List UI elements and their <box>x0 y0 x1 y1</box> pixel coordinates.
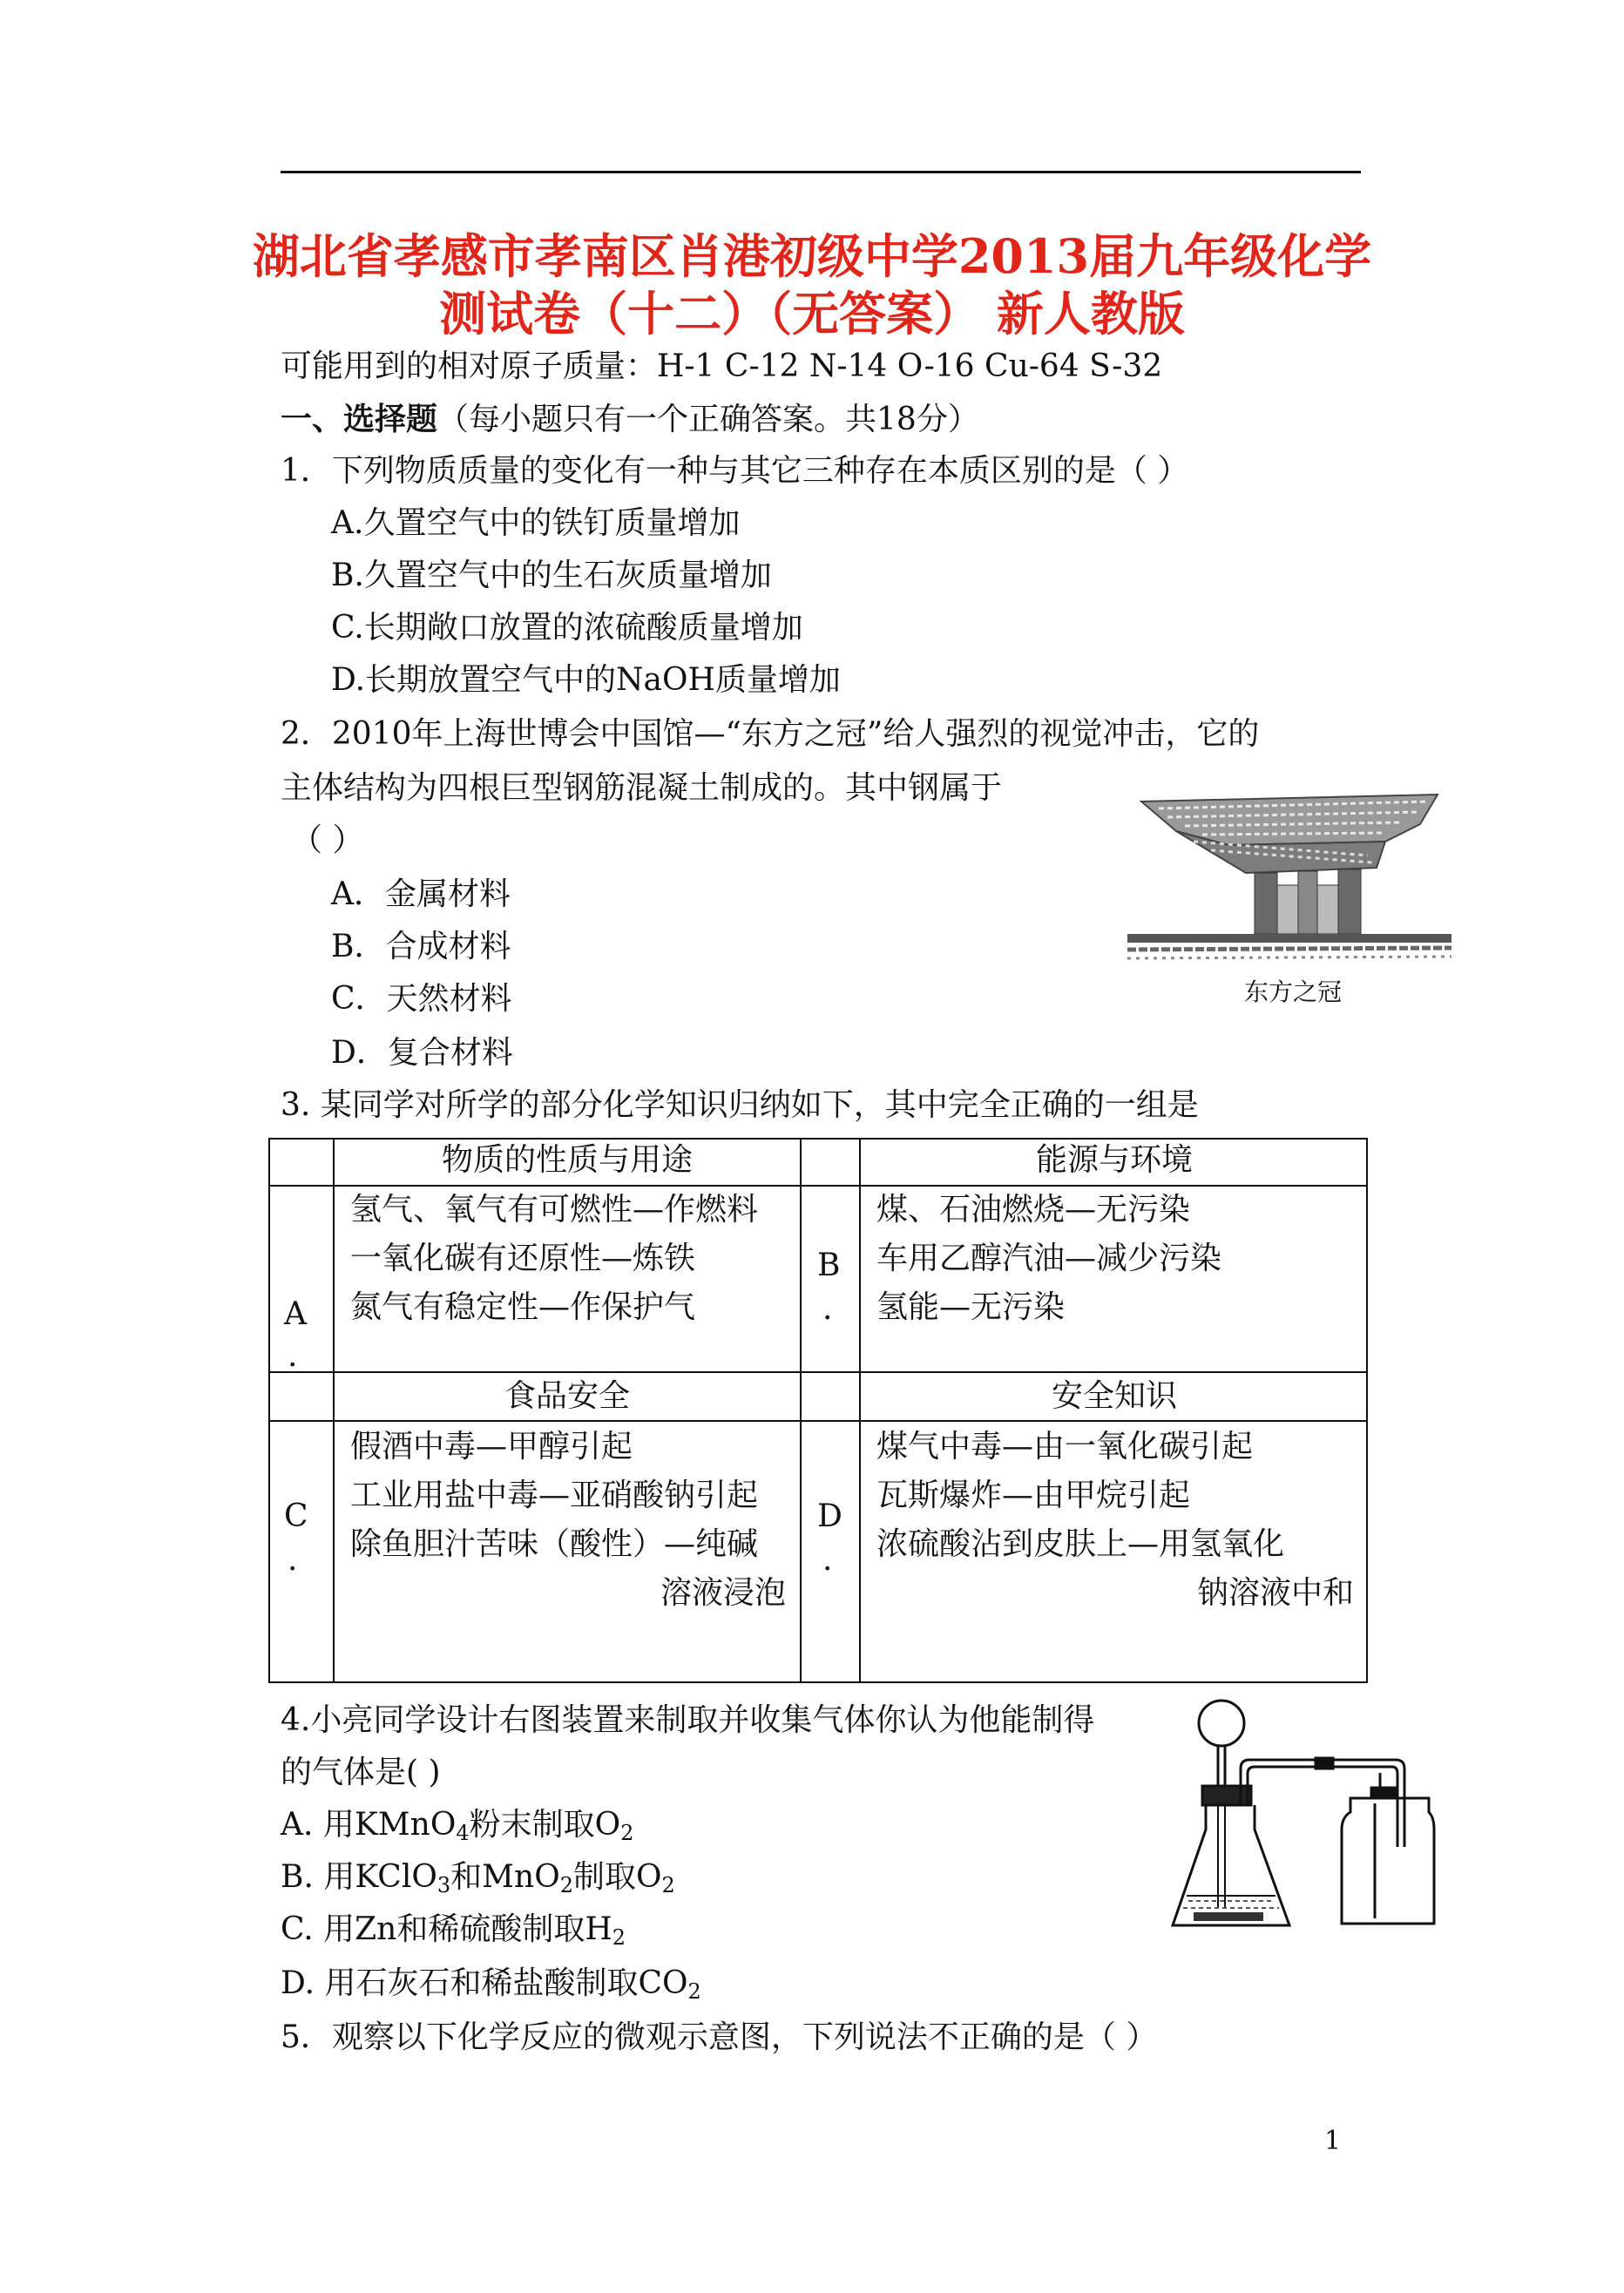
q5-stem: 5．观察以下化学反应的微观示意图，下列说法不正确的是（ ） <box>281 2019 1158 2055</box>
atomic-masses: 可能用到的相对原子质量：H-1 C-12 N-14 O-16 Cu-64 S-32 <box>281 348 1163 384</box>
a-line-2: 一氧化碳有还原性—炼铁 <box>350 1241 696 1276</box>
q4-c-sub: 2 <box>612 1925 626 1950</box>
gas-apparatus-figure <box>1167 1690 1446 1943</box>
q2-stem-line2: 主体结构为四根巨型钢筋混凝土制成的。其中钢属于 <box>281 770 1003 806</box>
label-b-dot: . <box>822 1291 833 1327</box>
q4-a-product: O <box>594 1807 621 1843</box>
section-note: （每小题只有一个正确答案。共18分） <box>437 402 979 437</box>
q1-option-d: D.长期放置空气中的NaOH质量增加 <box>331 662 841 698</box>
q4-option-b <box>281 1857 675 1897</box>
q2-stem-line1: 2．2010年上海世博会中国馆—“东方之冠”给人强烈的视觉冲击，它的 <box>281 716 1260 752</box>
d-line-2: 瓦斯爆炸—由甲烷引起 <box>876 1478 1191 1513</box>
q1-stem: 1．下列物质质量的变化有一种与其它三种存在本质区别的是（ ） <box>281 453 1189 489</box>
section-title: 一、选择题 <box>281 401 438 437</box>
q4-a-formula: KMnO <box>354 1807 457 1843</box>
label-d-dot: . <box>822 1542 833 1578</box>
label-a-dot: . <box>288 1338 298 1374</box>
china-pavilion-figure <box>1124 789 1455 964</box>
q2-option-c: C．天然材料 <box>331 981 512 1017</box>
d-line-3: 浓硫酸沾到皮肤上—用氢氧化 <box>876 1526 1285 1562</box>
label-b: B <box>817 1248 841 1283</box>
q4-c-prefix: C. 用 <box>281 1911 355 1947</box>
c-line-2: 工业用盐中毒—亚硝酸钠引起 <box>350 1478 759 1513</box>
a-line-1: 氢气、氧气有可燃性—作燃料 <box>350 1192 759 1228</box>
label-c-dot: . <box>288 1542 298 1578</box>
header-a: 物质的性质与用途 <box>441 1142 693 1178</box>
b-line-3: 氢能—无污染 <box>876 1289 1066 1325</box>
q4-a-product-sub: 2 <box>620 1821 634 1845</box>
q4-c-text: Zn和稀硫酸制取H <box>355 1911 612 1947</box>
q2-stem-line3: （ ） <box>291 822 364 858</box>
label-c: C <box>284 1498 308 1534</box>
q4-a-mid: 粉末制取 <box>469 1807 595 1843</box>
c-line-1: 假酒中毒—甲醇引起 <box>350 1429 633 1464</box>
q3-stem: 3. 某同学对所学的部分化学知识归纳如下，其中完全正确的一组是 <box>281 1087 1199 1123</box>
q4-option-a <box>281 1805 633 1845</box>
q4-b-prefix: B. 用 <box>281 1859 355 1895</box>
label-a: A <box>284 1296 307 1332</box>
b-line-1: 煤、石油燃烧—无污染 <box>876 1192 1191 1228</box>
table-divider <box>270 1420 1366 1422</box>
q4-b-tail-sub: 2 <box>661 1873 675 1897</box>
table-divider <box>800 1140 802 1681</box>
q4-a-prefix: A. 用 <box>281 1807 355 1843</box>
c-line-4: 溶液浸泡 <box>660 1575 786 1611</box>
d-line-1: 煤气中毒—由一氧化碳引起 <box>876 1429 1254 1464</box>
q4-a-sub: 4 <box>456 1821 470 1845</box>
title-line-1: 湖北省孝感市孝南区肖港初级中学2013届九年级化学 <box>252 228 1372 284</box>
header-d: 安全知识 <box>1051 1378 1177 1414</box>
q4-option-c <box>281 1910 626 1950</box>
q4-b-formula: KClO <box>355 1859 437 1895</box>
q4-d-sub: 2 <box>687 1979 701 2004</box>
d-line-4: 钠溶液中和 <box>1196 1575 1354 1611</box>
q1-option-c: C.长期敞口放置的浓硫酸质量增加 <box>331 610 803 646</box>
a-line-3: 氮气有稳定性—作保护气 <box>350 1289 696 1325</box>
q4-b-sub: 3 <box>436 1873 451 1897</box>
header-b: 能源与环境 <box>1035 1142 1193 1178</box>
q4-b-mid: 和 <box>450 1859 483 1895</box>
q2-option-b: B．合成材料 <box>331 929 511 964</box>
q4-d-prefix: D. 用石灰石和稀盐酸制取 <box>281 1965 639 2001</box>
b-line-2: 车用乙醇汽油—减少污染 <box>876 1241 1222 1276</box>
label-d: D <box>817 1498 842 1534</box>
q4-b-catalyst: MnO <box>482 1859 560 1895</box>
q4-stem-line1: 4.小亮同学设计右图装置来制取并收集气体你认为他能制得 <box>281 1702 1095 1738</box>
q4-option-d <box>281 1964 701 2004</box>
figure-caption: 东方之冠 <box>1244 977 1343 1006</box>
q4-stem-line2: 的气体是( ) <box>281 1755 441 1790</box>
q2-option-d: D．复合材料 <box>331 1035 513 1071</box>
knowledge-table <box>268 1138 1368 1683</box>
section-heading <box>281 399 979 440</box>
header-c: 食品安全 <box>504 1378 630 1414</box>
c-line-3: 除鱼胆汁苦味（酸性）—纯碱 <box>350 1526 759 1562</box>
page-number: 1 <box>1324 2126 1342 2156</box>
header-rule <box>281 171 1361 173</box>
q4-b-catalyst-sub: 2 <box>559 1873 573 1897</box>
q4-d-formula: CO <box>638 1965 688 2001</box>
q1-option-a: A.久置空气中的铁钉质量增加 <box>331 505 741 541</box>
q4-b-tail: 制取O <box>572 1859 662 1895</box>
q1-option-b: B.久置空气中的生石灰质量增加 <box>331 558 772 593</box>
title-line-2: 测试卷（十二）（无答案） 新人教版 <box>439 286 1185 342</box>
q2-option-a: A．金属材料 <box>331 876 511 912</box>
